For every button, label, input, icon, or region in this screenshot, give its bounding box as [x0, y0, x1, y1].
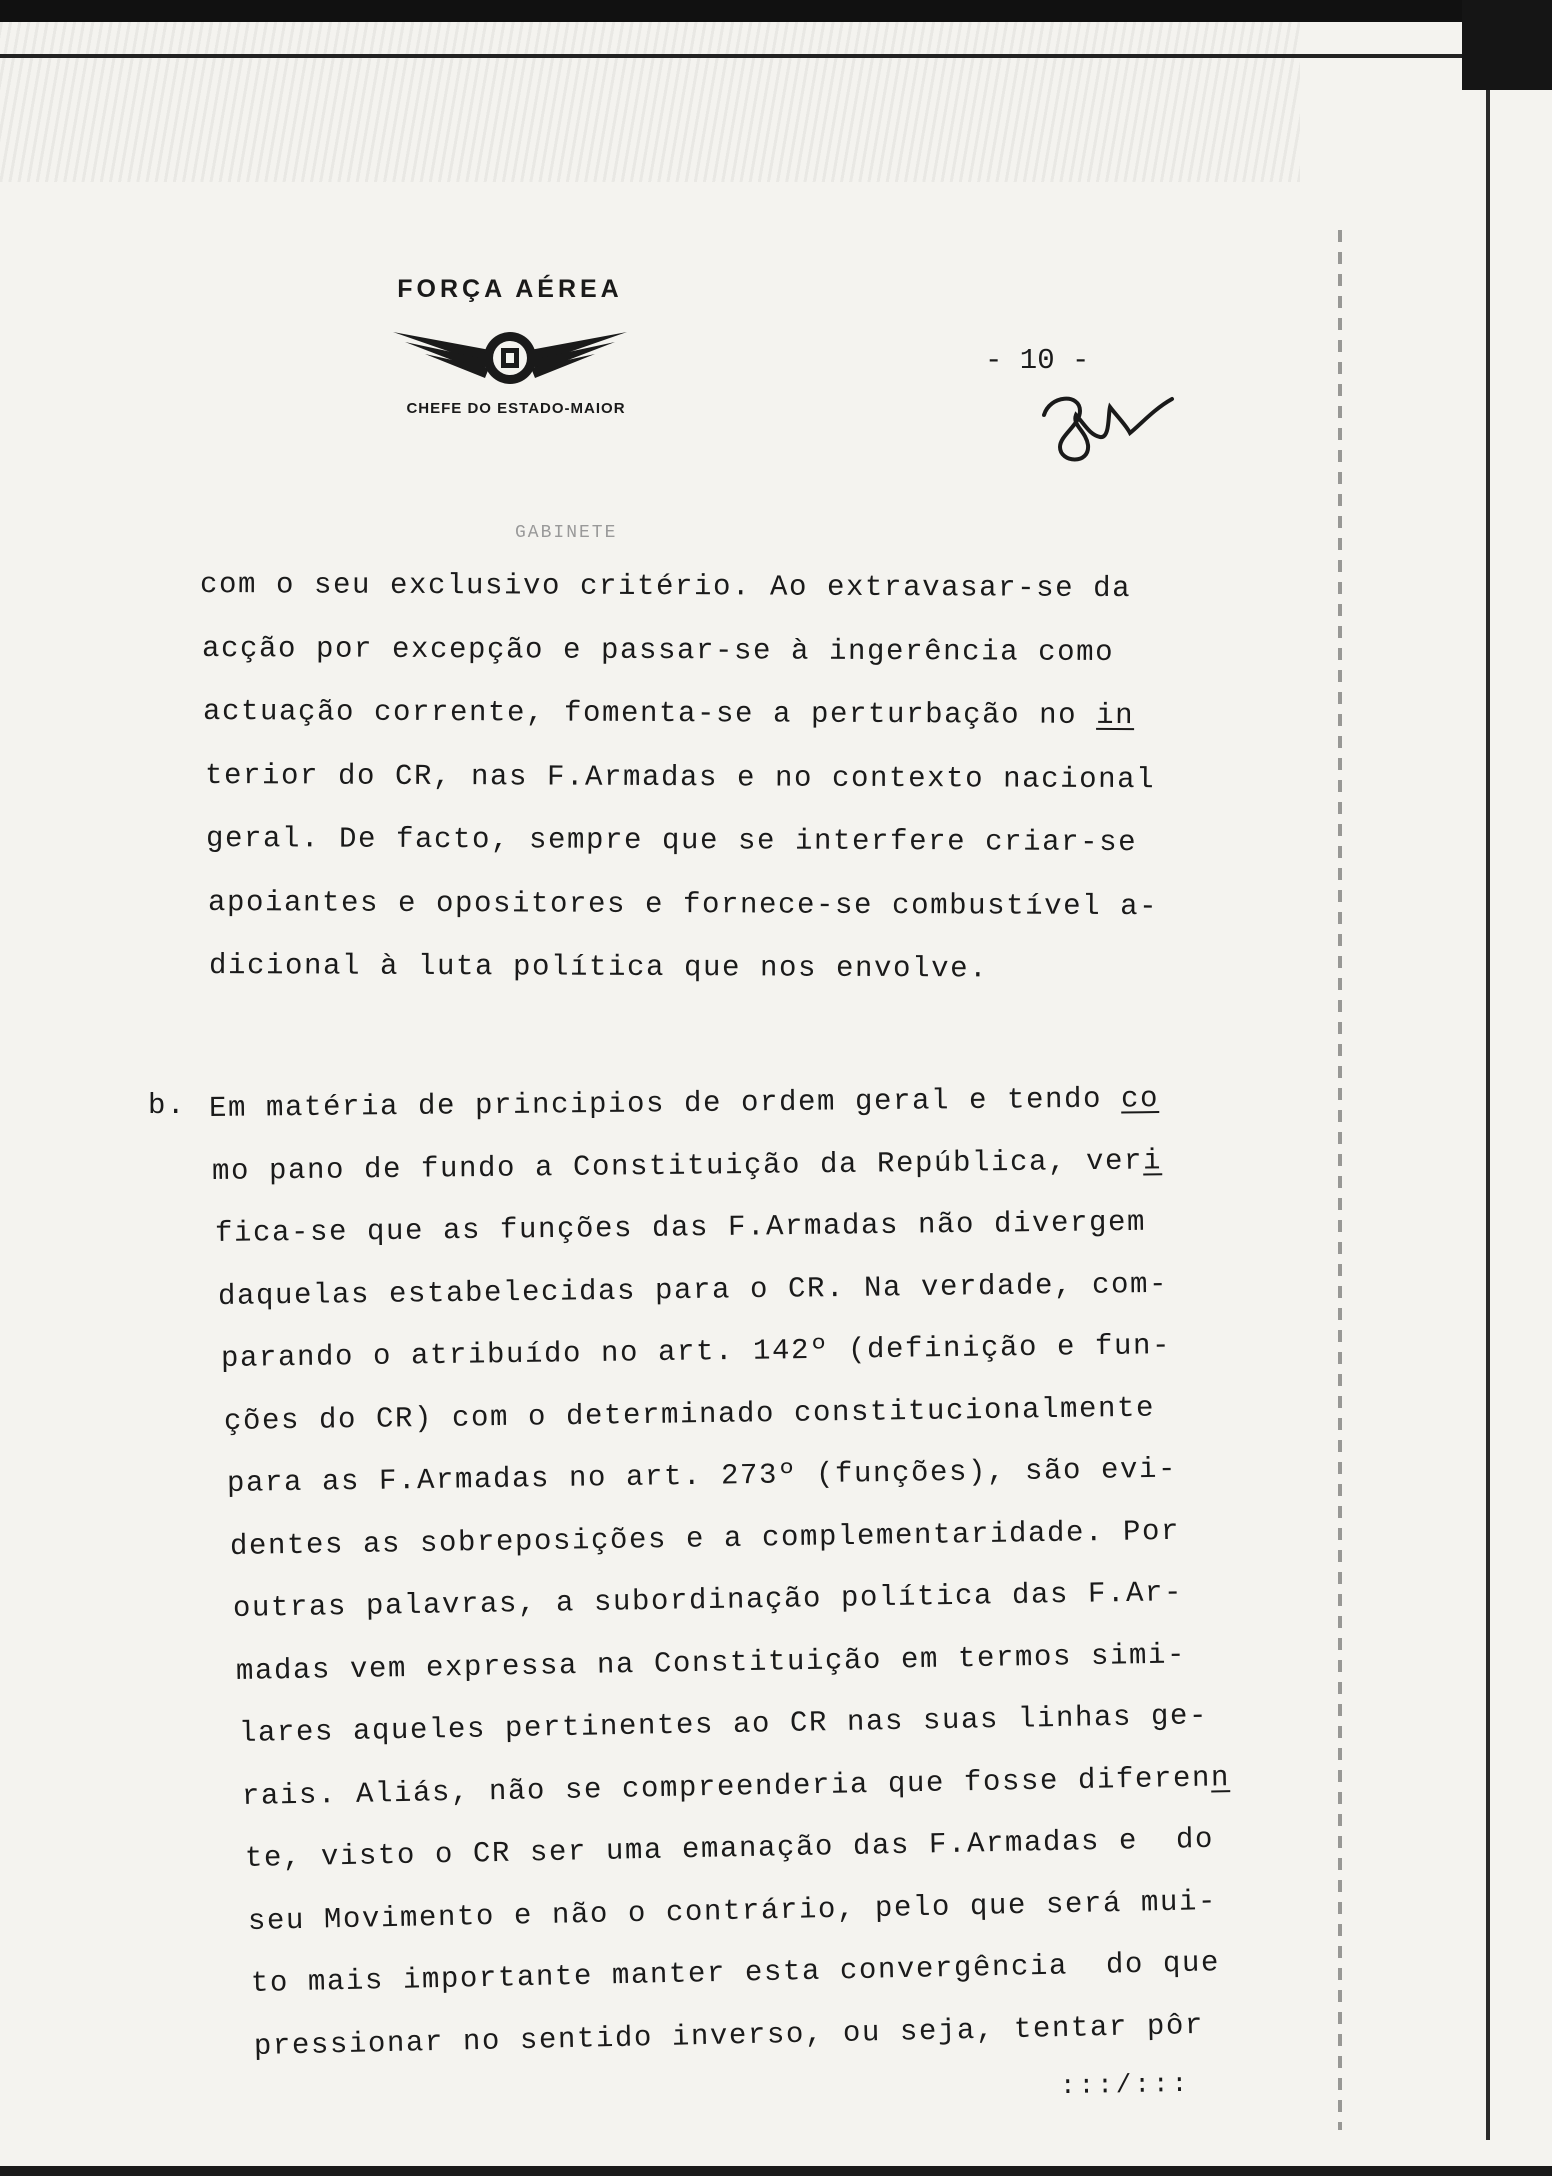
text-line-content: terior do CR, nas F.Armadas e no contexto nacional	[204, 758, 1155, 796]
letterhead	[360, 275, 660, 417]
text-line-content: seu Movimento e não o contrário, pelo que será mui-	[247, 1884, 1218, 1938]
text-line-content: outras palavras, a subordinação política das F.Ar-	[232, 1576, 1184, 1625]
text-line	[201, 632, 1113, 669]
winged-emblem-icon	[385, 320, 635, 390]
text-line-content: mo pano de fundo a Constituição da República, ver	[211, 1144, 1144, 1188]
organization-name: FORÇA AÉREA	[397, 275, 623, 303]
text-line-content: pressionar no sentido inverso, ou seja, tentar pôr	[253, 2008, 1205, 2063]
text-line-content: dentes as sobreposições e a complementaridade. Por	[229, 1514, 1181, 1563]
text-line-content: lares aqueles pertinentes ao CR nas suas linhas ge-	[238, 1699, 1209, 1750]
text-line-content: to mais importante manter esta convergência do que	[250, 1946, 1221, 2000]
scan-bottom-edge	[0, 2166, 1552, 2176]
page-number: - 10 -	[985, 344, 1090, 377]
text-line	[251, 1946, 1221, 2000]
underlined-hyphen-split: i	[1142, 1143, 1163, 1178]
text-line-content: para as F.Armadas no art. 273º (funções), são evi-	[226, 1452, 1178, 1500]
text-line-content: acção por excepção e passar-se à ingerência como	[201, 631, 1114, 669]
text-line	[239, 1699, 1209, 1750]
continuation-mark: :::/:::	[1059, 2068, 1191, 2102]
scan-top-rule	[0, 54, 1480, 58]
text-line	[207, 886, 1157, 923]
text-line	[248, 1884, 1218, 1937]
text-line-content: ções do CR) com o determinado constitucionalmente	[223, 1391, 1156, 1438]
text-line	[206, 822, 1137, 859]
text-line-content: madas vem expressa na Constituição em termos simi-	[235, 1637, 1187, 1688]
text-line-content: geral. De facto, sempre que se interfere criar-se	[205, 822, 1138, 860]
text-line	[254, 2008, 1205, 2062]
text-line-content: dicional à luta política que nos envolve.	[208, 949, 989, 986]
text-line	[215, 1206, 1146, 1250]
scan-right-border	[1486, 60, 1490, 2140]
text-line	[204, 759, 1154, 796]
text-line	[230, 1514, 1181, 1562]
text-line-content: fica-se que as funções das F.Armadas não divergem	[214, 1205, 1147, 1250]
scan-corner	[1462, 0, 1552, 90]
underlined-hyphen-split: co	[1120, 1082, 1160, 1116]
underlined-hyphen-split: in	[1096, 698, 1135, 733]
text-line-content: te, visto o CR ser uma emanação das F.Armadas e do	[244, 1822, 1215, 1875]
text-line	[218, 1267, 1169, 1312]
text-line-content: rais. Aliás, não se compreenderia que fosse diferen	[241, 1760, 1212, 1813]
office-name: CHEFE DO ESTADO-MAIOR	[406, 400, 626, 417]
text-line-content: apoiantes e opositores e fornece-se combustível a-	[207, 885, 1158, 923]
text-line-content: parando o atribuído no art. 142º (definição e fun-	[220, 1329, 1172, 1375]
text-line-content: com o seu exclusivo critério. Ao extravasar-se da	[199, 568, 1132, 606]
scan-fold-shadow	[1338, 230, 1342, 2130]
text-line	[236, 1638, 1187, 1688]
text-line	[233, 1576, 1184, 1625]
list-marker: b.	[148, 1089, 187, 1122]
handwritten-page-mark	[1030, 385, 1180, 475]
scan-right-margin	[1490, 0, 1552, 2176]
underlined-hyphen-split: n	[1210, 1760, 1231, 1794]
scan-noise	[0, 22, 1300, 182]
text-line	[203, 695, 1134, 732]
text-line	[221, 1329, 1172, 1375]
text-line-content: daquelas estabelecidas para o CR. Na verdade, com-	[217, 1267, 1169, 1313]
text-line	[209, 949, 988, 985]
text-line	[245, 1823, 1215, 1875]
text-line-content: actuação corrente, fomenta-se a perturbação no	[202, 695, 1097, 732]
text-line	[212, 1144, 1162, 1188]
text-line	[209, 1082, 1159, 1125]
faded-stamp: GABINETE	[515, 523, 618, 543]
text-line-content: Em matéria de principios de ordem geral e tendo	[208, 1082, 1122, 1125]
text-line	[227, 1453, 1178, 1500]
scan-top-edge	[0, 0, 1552, 22]
text-line	[200, 568, 1131, 605]
text-line	[224, 1391, 1156, 1437]
text-line	[242, 1761, 1231, 1813]
